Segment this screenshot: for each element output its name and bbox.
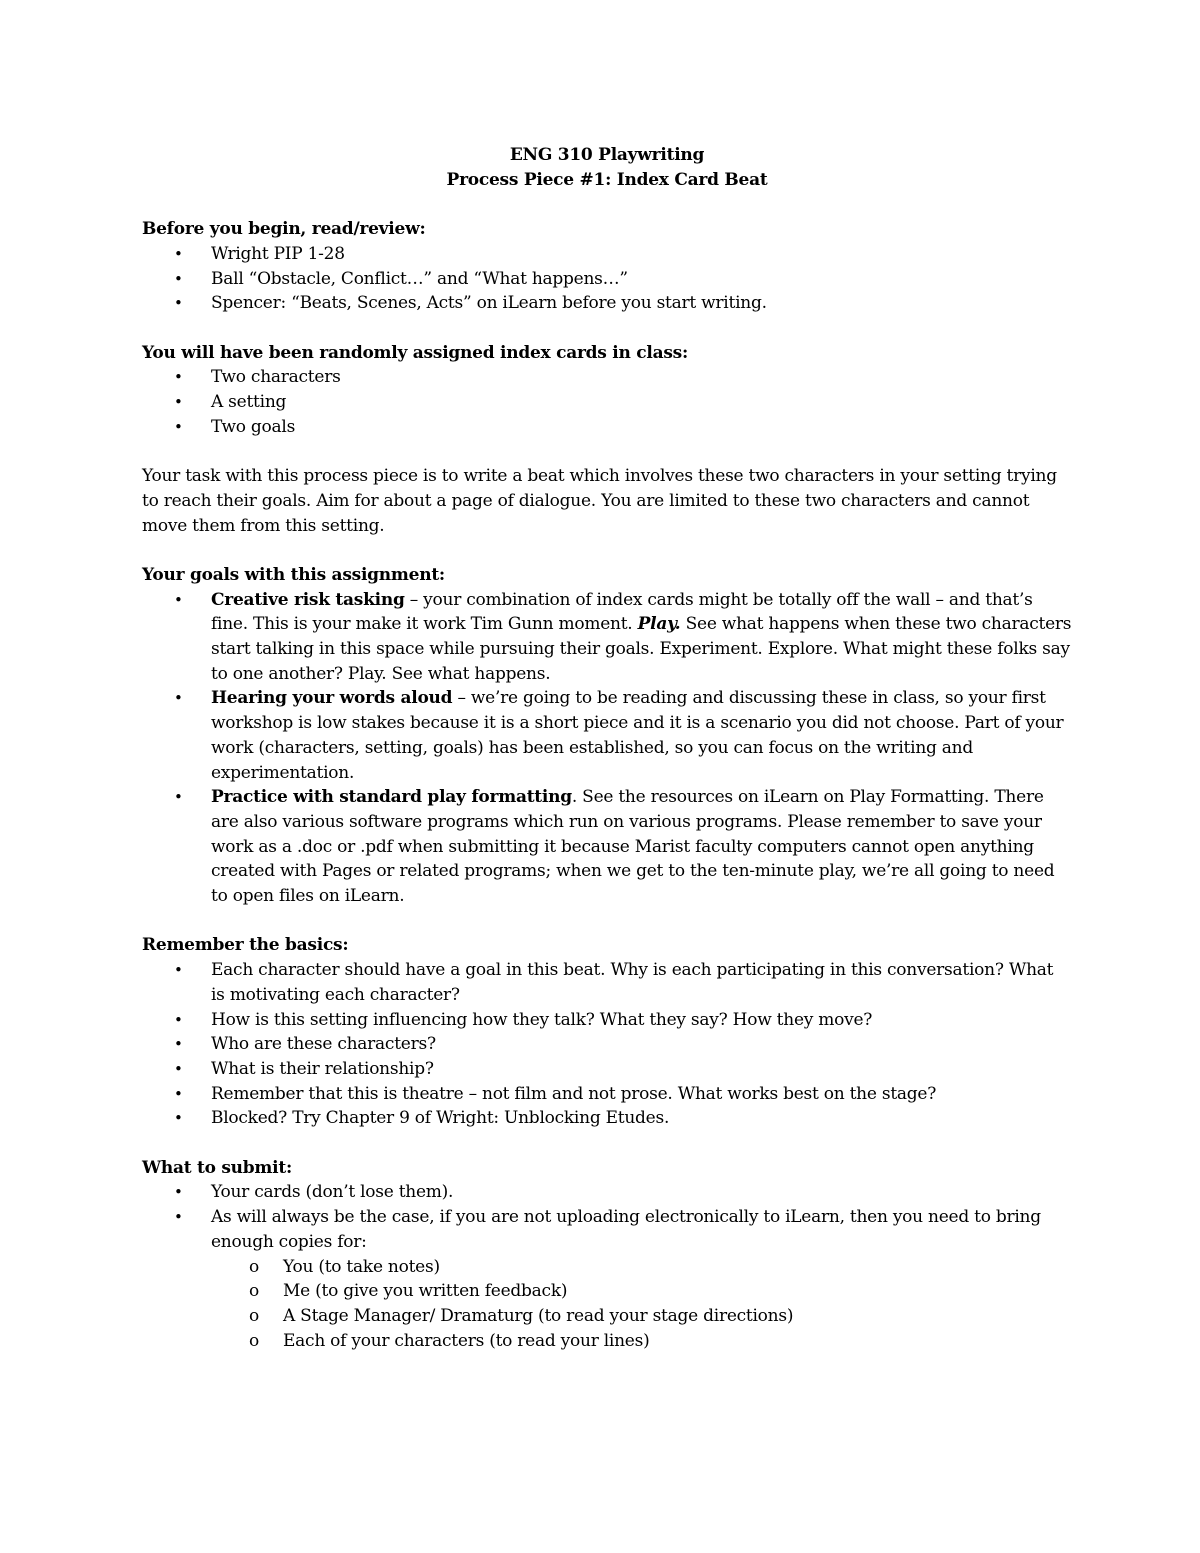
list-item: • Two goals xyxy=(174,416,296,437)
copies-list xyxy=(211,1255,1072,1354)
goals-list xyxy=(142,588,1072,909)
list-item: • Who are these characters? xyxy=(174,1034,436,1055)
goal-item-hearing-words: • Hearing your words aloud – we’re going to be reading and discussing these in class, so your first workshop is low stakes because it is a short piece and it is a scenario you did not choose. Part of your work (characters, setting, goals) has been established, so you can focus on the writing and experimentation. xyxy=(174,688,1064,783)
list-item: • Blocked? Try Chapter 9 of Wright: Unblocking Etudes. xyxy=(174,1108,670,1129)
basics-heading: Remember the basics: xyxy=(142,935,349,956)
sub-list-item: o A Stage Manager/ Dramaturg (to read your stage directions) xyxy=(249,1305,794,1326)
before-heading: Before you begin, read/review: xyxy=(142,219,426,240)
sub-list-item: o Each of your characters (to read your lines) xyxy=(249,1330,650,1351)
submit-heading: What to submit: xyxy=(142,1157,292,1178)
document-page xyxy=(142,143,1072,1353)
task-paragraph: Your task with this process piece is to write a beat which involves these two characters in your setting trying to reach their goals. Aim for about a page of dialogue. You are limited to these two characters and cannot move them from this setting. xyxy=(142,466,1057,536)
list-item: • Ball “Obstacle, Conflict…” and “What happens…” xyxy=(174,268,628,289)
index-card-list xyxy=(142,365,1072,439)
list-item: • What is their relationship? xyxy=(174,1058,434,1079)
list-item: • Wright PIP 1-28 xyxy=(174,243,345,264)
reading-list xyxy=(142,242,1072,316)
basics-list xyxy=(142,958,1072,1131)
goal-item-play-formatting: • Practice with standard play formatting. See the resources on iLearn on Play Formatting. There are also various software programs which run on various programs. Please remember to save your work as a .doc or .pdf when submitting it because Marist faculty computers cannot open anything created with Pages or related programs; when we get to the ten-minute play, we’re all going to need to open files on iLearn. xyxy=(174,787,1055,907)
list-item: • Each character should have a goal in this beat. Why is each participating in this conversation? What is motivating each character? xyxy=(174,960,1054,1005)
list-item: • Your cards (don’t lose them). xyxy=(174,1182,454,1203)
assignment-title: Process Piece #1: Index Card Beat xyxy=(446,169,768,190)
list-item: • Spencer: “Beats, Scenes, Acts” on iLearn before you start writing. xyxy=(174,293,767,314)
sub-list-item: o You (to take notes) xyxy=(249,1256,440,1277)
list-item: • How is this setting influencing how they talk? What they say? How they move? xyxy=(174,1009,873,1030)
course-title: ENG 310 Playwriting xyxy=(509,145,705,165)
list-item: • Two characters xyxy=(174,367,341,388)
list-item: • Remember that this is theatre – not film and not prose. What works best on the stage? xyxy=(174,1083,937,1104)
list-item: • A setting xyxy=(174,392,287,412)
sub-list-item: o Me (to give you written feedback) xyxy=(249,1281,568,1302)
goals-heading: Your goals with this assignment: xyxy=(142,564,445,585)
assigned-heading: You will have been randomly assigned index cards in class: xyxy=(142,342,689,363)
list-item: • As will always be the case, if you are not uploading electronically to iLearn, then you need to bring enough copies for: o You (to take notes) o Me (to give you written feedback) o A Stage Manager/ Dramaturg (to read your stage directions) o Each of your characters (to read your lines) xyxy=(142,1205,1072,1353)
submit-list xyxy=(142,1180,1072,1353)
goal-item-creative-risk: • Creative risk tasking – your combination of index cards might be totally off the wall – and that’s fine. This is your make it work Tim Gunn moment. Play. See what happens when these two characters start talking in this space while pursuing their goals. Experiment. Explore. What might these folks say to one another? Play. See what happens. xyxy=(174,589,1072,684)
